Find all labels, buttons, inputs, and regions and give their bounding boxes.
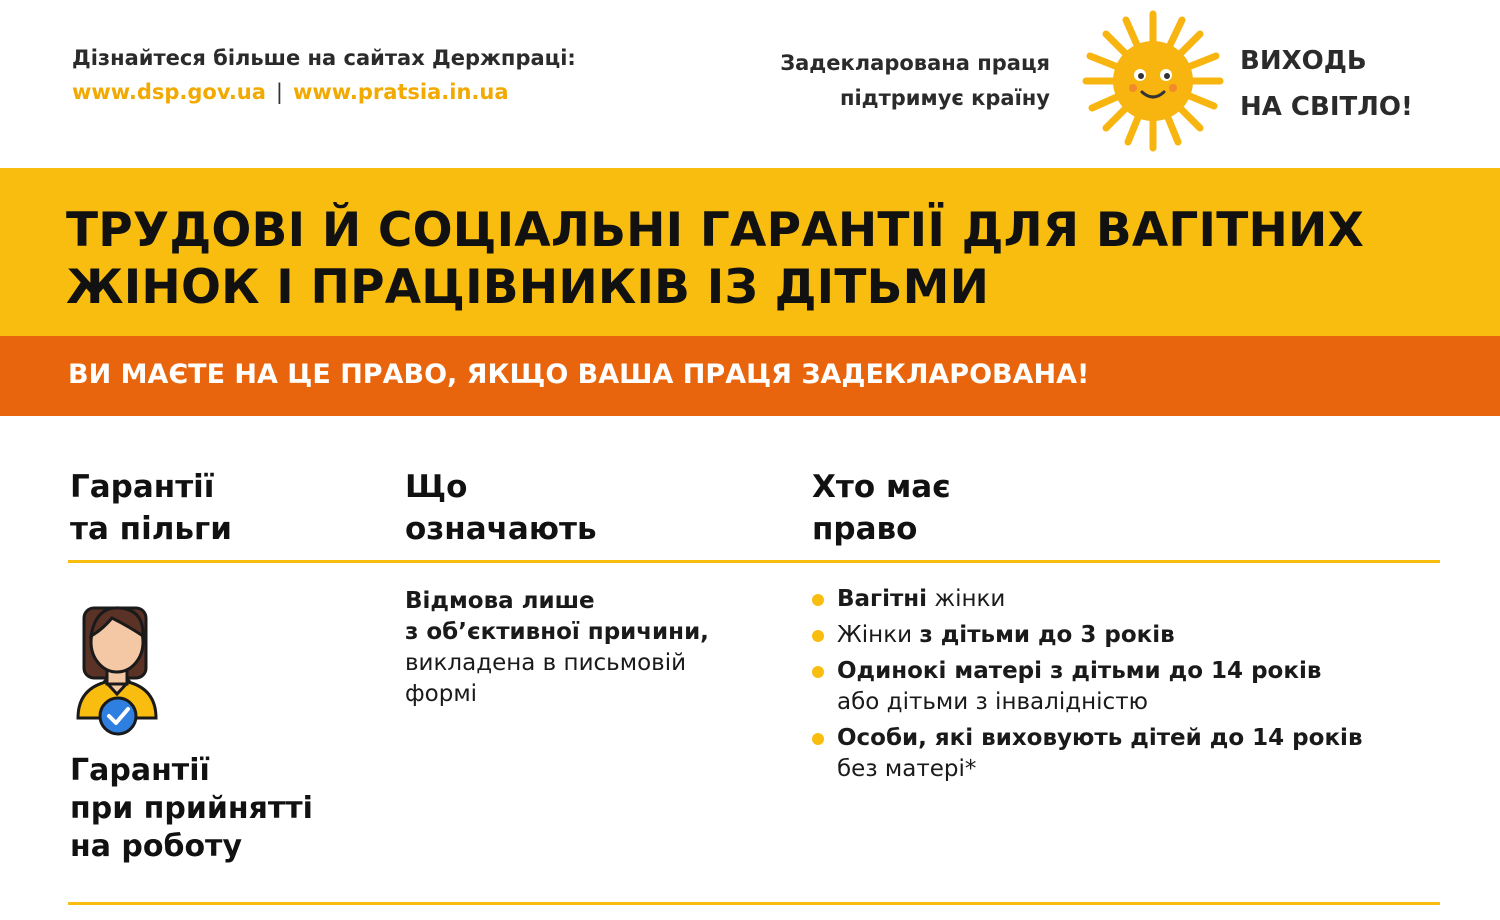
row-title-line-3: на роботу bbox=[70, 829, 243, 864]
link-pratsia[interactable]: www.pratsia.in.ua bbox=[293, 80, 509, 104]
eligible-list bbox=[812, 584, 1363, 790]
campaign-line-2: НА СВІТЛО! bbox=[1240, 92, 1413, 122]
woman-check-icon bbox=[62, 586, 172, 736]
column-header-meaning-line-1: Що bbox=[405, 469, 468, 505]
column-header-guarantees-line-2: та пільги bbox=[70, 511, 232, 547]
bullet-dot-icon bbox=[812, 630, 824, 642]
eligible-text: без матері* bbox=[837, 756, 977, 782]
sun-mascot-icon bbox=[1078, 8, 1228, 154]
website-links bbox=[72, 80, 509, 104]
column-header-eligible bbox=[812, 466, 951, 550]
list-item bbox=[812, 620, 1363, 651]
column-header-guarantees bbox=[70, 466, 232, 550]
bullet-dot-icon bbox=[812, 733, 824, 745]
meaning-line-4: формі bbox=[405, 681, 478, 707]
column-header-meaning bbox=[405, 466, 597, 550]
column-header-eligible-line-2: право bbox=[812, 511, 918, 547]
column-header-eligible-line-1: Хто має bbox=[812, 469, 951, 505]
header-divider bbox=[68, 560, 1440, 563]
page-subtitle: ВИ МАЄТЕ НА ЦЕ ПРАВО, ЯКЩО ВАША ПРАЦЯ ЗАДЕКЛАРОВАНА! bbox=[68, 359, 1090, 390]
learn-more-text: Дізнайтеся більше на сайтах Держпраці: bbox=[72, 46, 576, 70]
link-separator: | bbox=[275, 80, 283, 104]
meaning-line-3: викладена в письмовій bbox=[405, 650, 687, 676]
footer-divider bbox=[68, 902, 1440, 905]
slogan-line-2: підтримує країну bbox=[839, 86, 1050, 110]
list-item bbox=[812, 584, 1363, 615]
eligible-bold: з дітьми до 3 років bbox=[919, 622, 1175, 648]
campaign-slogan bbox=[1240, 38, 1413, 130]
eligible-text: Жінки bbox=[837, 622, 920, 648]
bullet-dot-icon bbox=[812, 594, 824, 606]
eligible-bold: Особи, які виховують дітей до 14 років bbox=[837, 725, 1363, 751]
campaign-line-1: ВИХОДЬ bbox=[1240, 46, 1367, 76]
eligible-text: жінки bbox=[927, 586, 1006, 612]
bullet-dot-icon bbox=[812, 666, 824, 678]
list-item bbox=[812, 656, 1363, 718]
row-title bbox=[70, 752, 313, 866]
eligible-bold: Вагітні bbox=[837, 586, 928, 612]
link-dsp[interactable]: www.dsp.gov.ua bbox=[72, 80, 266, 104]
column-header-guarantees-line-1: Гарантії bbox=[70, 469, 215, 505]
title-line-1: ТРУДОВІ Й СОЦІАЛЬНІ ГАРАНТІЇ ДЛЯ ВАГІТНИХ bbox=[66, 203, 1365, 258]
meaning-bold-line-1: Відмова лише bbox=[405, 588, 595, 614]
column-header-meaning-line-2: означають bbox=[405, 511, 597, 547]
meaning-bold-line-2: з об’єктивної причини, bbox=[405, 619, 709, 645]
page-title bbox=[66, 202, 1364, 316]
slogan-line-1: Задекларована праця bbox=[780, 51, 1050, 75]
title-line-2: ЖІНОК І ПРАЦІВНИКІВ ІЗ ДІТЬМИ bbox=[66, 260, 990, 315]
slogan bbox=[780, 46, 1050, 116]
eligible-text: або дітьми з інвалідністю bbox=[837, 689, 1148, 715]
row-title-line-1: Гарантії bbox=[70, 753, 210, 788]
meaning-text bbox=[405, 586, 709, 710]
header bbox=[0, 0, 1500, 168]
row-title-line-2: при прийнятті bbox=[70, 791, 313, 826]
list-item bbox=[812, 723, 1363, 785]
eligible-bold: Одинокі матері з дітьми до 14 років bbox=[837, 658, 1322, 684]
